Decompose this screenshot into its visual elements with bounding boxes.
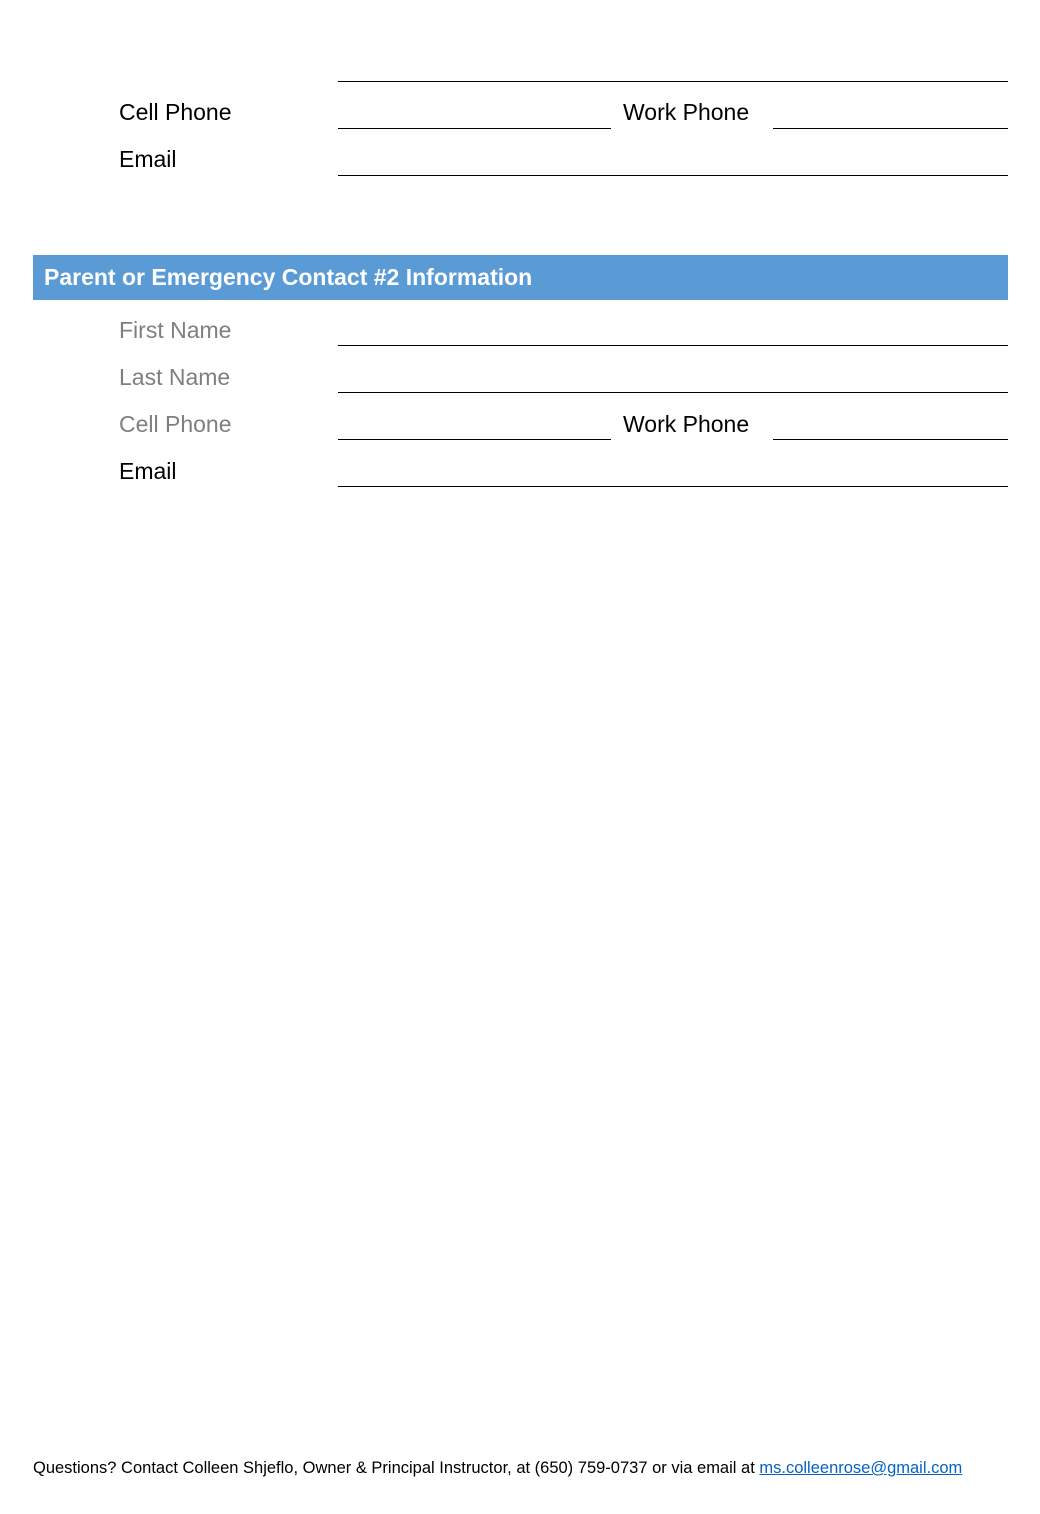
contact1-email-label: Email bbox=[119, 146, 177, 172]
contact2-work-phone-field[interactable] bbox=[773, 439, 1008, 440]
footer-text: Questions? Contact Colleen Shjeflo, Owner & Principal Instructor, at (650) 759-0737 or via email at bbox=[33, 1459, 760, 1477]
footer-note bbox=[33, 1458, 962, 1478]
contact1-work-phone-field[interactable] bbox=[773, 128, 1008, 129]
contact1-cell-phone-label: Cell Phone bbox=[119, 99, 232, 125]
contact1-work-phone-label: Work Phone bbox=[623, 99, 750, 125]
contact1-name-line[interactable] bbox=[338, 81, 1008, 82]
contact2-cell-phone-label: Cell Phone bbox=[119, 411, 232, 437]
contact2-last-name-label: Last Name bbox=[119, 364, 231, 390]
section-header-contact2 bbox=[33, 255, 1008, 300]
contact2-work-phone-label: Work Phone bbox=[623, 411, 750, 437]
contact2-cell-phone-field[interactable] bbox=[338, 439, 611, 440]
contact2-first-name-field[interactable] bbox=[338, 345, 1008, 346]
contact2-email-field[interactable] bbox=[338, 486, 1008, 487]
footer-email-link[interactable]: ms.colleenrose@gmail.com bbox=[759, 1459, 963, 1477]
section-title: Parent or Emergency Contact #2 Information bbox=[44, 264, 533, 290]
contact1-cell-phone-field[interactable] bbox=[338, 128, 611, 129]
contact1-email-field[interactable] bbox=[338, 175, 1008, 176]
contact2-email-label: Email bbox=[119, 458, 177, 484]
contact2-last-name-field[interactable] bbox=[338, 392, 1008, 393]
contact2-first-name-label: First Name bbox=[119, 317, 232, 343]
